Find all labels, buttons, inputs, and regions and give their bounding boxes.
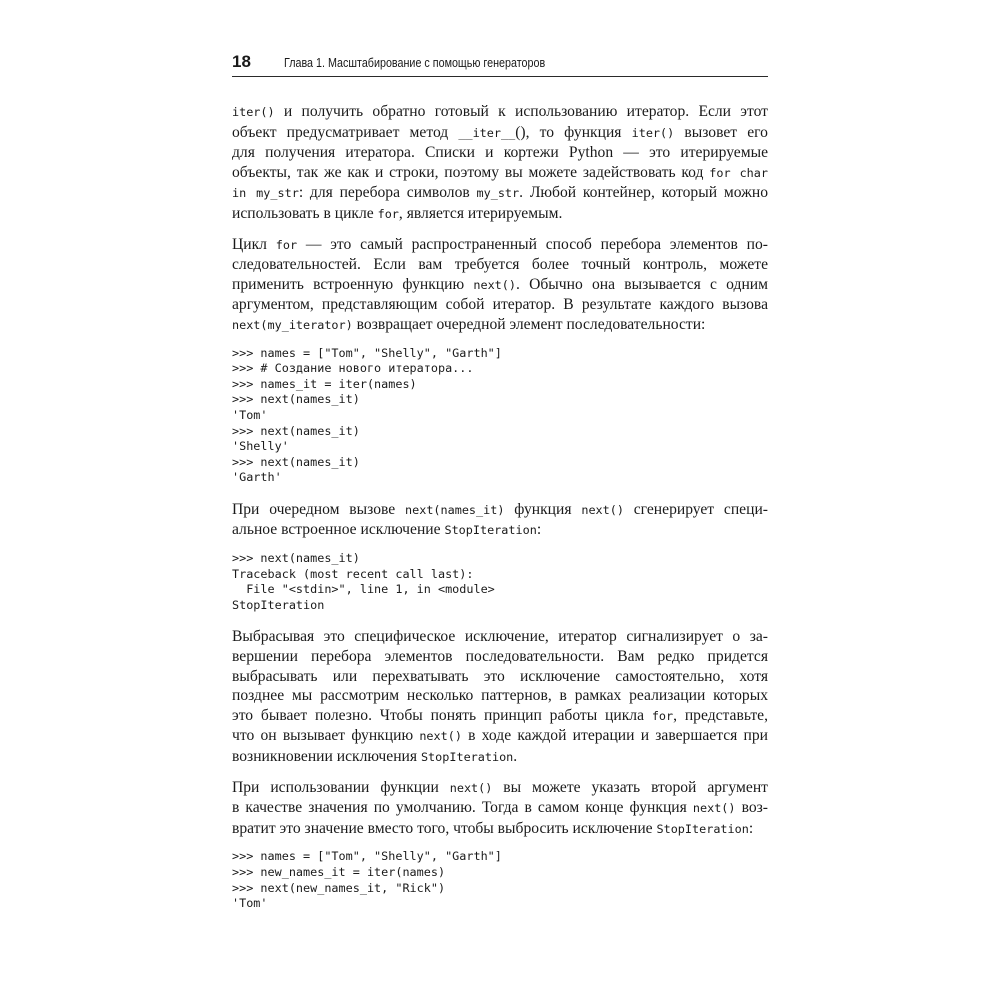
inline-code: for [377,206,399,221]
text-line [232,706,768,727]
code-line: >>> names = ["Tom", "Shelly", "Garth"] [232,345,502,360]
inline-code: next() [473,277,516,292]
text-line [232,778,768,799]
text-run: воз- [735,799,768,817]
text-run: : [748,819,754,837]
inline-code: StopIteration [420,750,514,764]
code-block-iterator [232,346,768,486]
page-number: 18 [232,52,251,71]
text-line [232,183,768,204]
code-line: >>> next(names_it) [232,454,360,469]
text-run: в качестве значения по умолчанию. Тогда в самом конце функция [232,799,693,817]
text-run: вызовет его [674,123,768,141]
text-run: : для перебора символов [298,184,477,202]
text-line [232,102,768,123]
inline-code: for [275,237,298,252]
text-line [232,819,768,840]
inline-code: __iter__ [458,125,516,140]
text-line [232,520,768,541]
text-run: Выбрасывая это специфическое исключение, итератор сигнализирует о за- [232,628,768,646]
code-line: >>> # Создание нового итератора... [232,361,474,376]
page-body [232,102,768,926]
text-line [232,204,768,225]
text-line [232,747,768,768]
text-run: . [513,748,518,765]
text-run: При очередном вызове [232,500,406,518]
code-line: File "<stdin>", line 1, in <module> [232,582,495,597]
text-run: — это самый распространенный способ перебора элементов по- [297,235,768,253]
code-line: 'Tom' [232,407,268,422]
code-line: 'Shelly' [232,439,289,454]
text-run: альное встроенное исключение [232,521,445,539]
text-line [232,143,768,163]
text-run: для получения итератора. Списки и кортежи Python — это итерируемые [232,144,768,162]
inline-code: StopIteration [444,523,537,538]
text-run: объект предусматривает метод [232,123,459,141]
code-block-traceback [232,551,768,613]
text-run: позднее мы рассмотрим несколько паттернов, в рамках реализации которых [232,687,768,705]
text-line [232,123,768,144]
paragraph-for-loop [232,235,768,336]
code-line: StopIteration [232,597,325,612]
chapter-title: Глава 1. Масштабирование с помощью генераторов [284,56,546,70]
text-line [232,627,768,647]
text-run: вершении перебора элементов последовательности. Вам редко придется [232,648,768,666]
text-run: следовательностей. Если вам требуется более точный контроль, можете [232,256,768,274]
text-run: , является итерируемым. [398,204,563,222]
text-run: аргументом, представляющим собой итератор. В результате каждого вызова [232,296,768,314]
text-line [232,798,768,819]
text-run: Цикл [232,235,276,253]
text-run: что он вызывает функцию [232,727,420,745]
text-run: . Любой контейнер, который можно [519,184,769,202]
paragraph-stopiteration [232,500,768,541]
text-run: возвращает очередной элемент последовательности: [352,315,706,333]
code-line: 'Garth' [232,470,282,485]
text-run: применить встроенную функцию [232,275,474,293]
text-line [232,686,768,706]
inline-code: next() [419,729,462,744]
code-line: >>> names_it = iter(names) [232,376,417,391]
text-run: функция [504,500,582,518]
paragraph-iter [232,102,768,225]
text-line [232,726,768,747]
text-run: выбрасывать или перехватывать это исключение самостоятельно, хотя [232,667,768,685]
book-page [232,52,769,911]
text-line [232,163,768,184]
text-run: (), то функция [515,123,632,141]
text-line [232,255,768,275]
inline-code: iter() [631,125,675,140]
inline-code: in my_str [232,186,299,201]
text-line [232,500,768,521]
inline-code: next() [449,780,493,795]
text-run: При использовании функции [232,778,450,796]
code-block-default [232,849,768,911]
text-run: . Обычно она вызывается с одним [515,275,769,293]
code-line: >>> new_names_it = iter(names) [232,864,446,879]
text-line [232,295,768,315]
inline-code: StopIteration [656,821,749,836]
text-run: вратит это значение вместо того, чтобы выбросить исключение [232,819,657,837]
inline-code: iter() [232,105,275,119]
text-run: это бывает полезно. Чтобы понять принцип работы цикла [232,706,652,724]
text-run: : [536,521,542,539]
text-run: сгенерирует специ- [623,500,768,518]
text-run: возникновении исключения [232,748,421,765]
inline-code: next(names_it) [405,502,505,517]
text-line [232,235,768,256]
text-line [232,315,768,336]
text-run: в ходе каждой итерации и завершается при [461,727,768,745]
code-line: >>> next(new_names_it, "Rick") [232,880,446,895]
code-line: 'Tom' [232,896,268,911]
paragraph-default-arg [232,778,768,840]
text-run: объекты, так же как и строки, поэтому вы можете задействовать код [232,163,710,181]
inline-code: my_str [476,186,520,201]
text-run: , представьте, [673,706,768,724]
inline-code: next(my_iterator) [232,317,353,332]
inline-code: next() [581,502,624,517]
inline-code: next() [692,801,736,816]
inline-code: for [651,708,674,723]
inline-code: for char [709,165,768,180]
text-line [232,667,768,687]
code-line: Traceback (most recent call last): [232,566,474,581]
text-run: использовать в цикле [232,204,378,222]
running-header [232,52,768,77]
text-run: и получить обратно готовый к использованию итератор. Если этот [274,103,768,120]
text-run: вы можете указать второй аргумент [492,778,768,796]
code-line: >>> next(names_it) [232,551,360,566]
code-line: >>> next(names_it) [232,423,360,438]
text-line [232,275,768,296]
paragraph-exception [232,627,768,767]
code-line: >>> next(names_it) [232,392,360,407]
text-line [232,647,768,667]
code-line: >>> names = ["Tom", "Shelly", "Garth"] [232,849,502,864]
